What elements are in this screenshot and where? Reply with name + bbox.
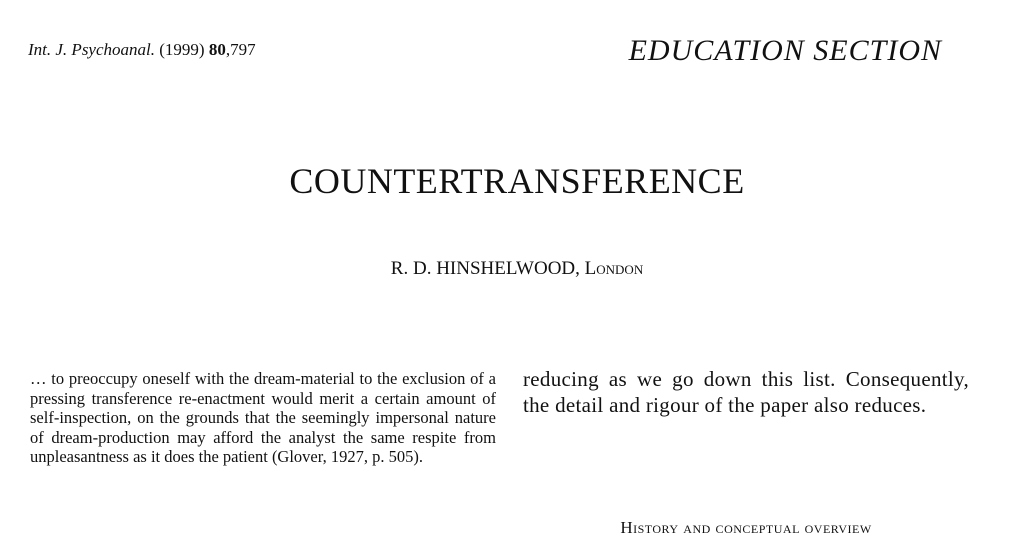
section-label: EDUCATION SECTION	[628, 34, 942, 67]
journal-citation	[28, 40, 256, 60]
article-author	[0, 258, 1034, 280]
body-paragraph: reducing as we go down this list. Consequently, the detail and rigour of the paper also reduces.	[523, 367, 969, 417]
epigraph-quote: … to preoccupy oneself with the dream-material to the exclusion of a pressing transference re-enactment would merit a certain amount of self-inspection, on the grounds that the seemingly impersonal nature of dream-production may afford the analyst the same respite from unpleasantness as it does the patient (Glover, 1927, p. 505).	[30, 369, 496, 466]
article-title: COUNTERTRANSFERENCE	[289, 161, 745, 201]
journal-name: Int. J. Psychoanal.	[28, 40, 155, 59]
journal-volume: 80	[208, 40, 226, 59]
author-location: London	[584, 258, 644, 279]
section-subheading: History and conceptual overview	[620, 518, 872, 537]
journal-page: ,797	[225, 40, 256, 59]
author-name: R. D. HINSHELWOOD,	[390, 258, 580, 279]
journal-year: (1999)	[159, 40, 205, 59]
